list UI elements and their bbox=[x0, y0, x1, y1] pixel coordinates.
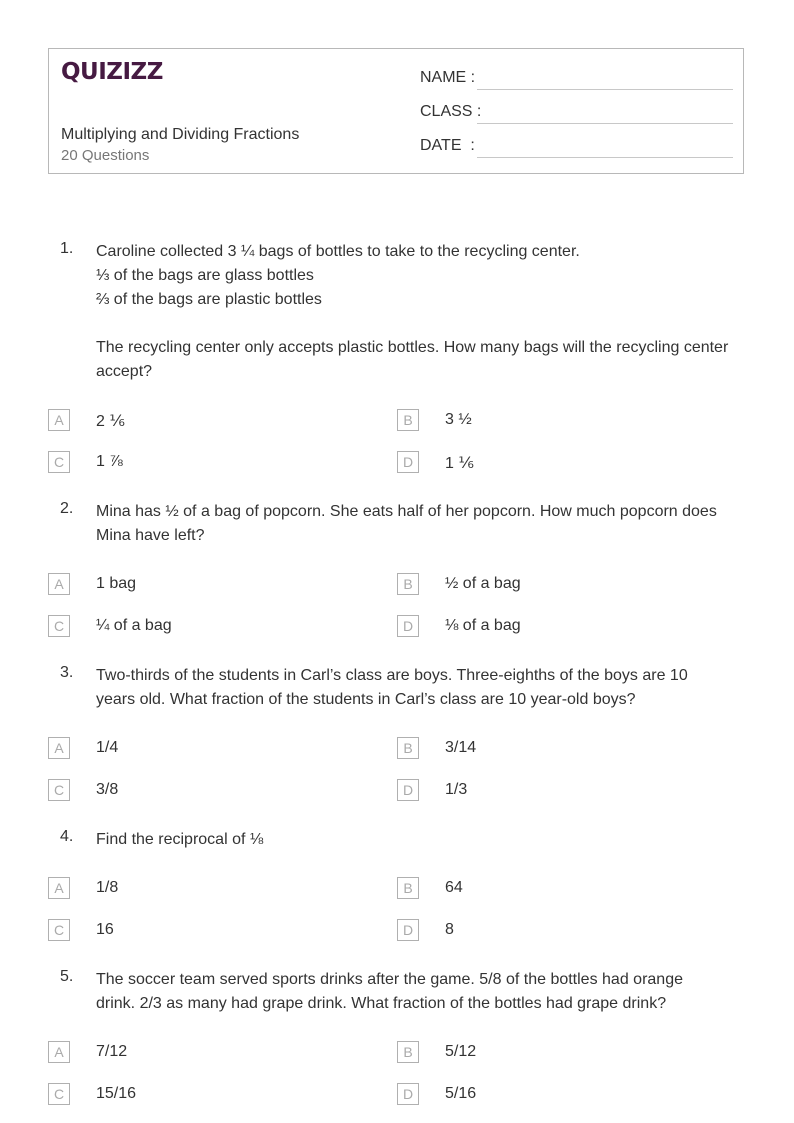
option-text: 1/8 bbox=[96, 879, 119, 896]
quizizz-logo: QUIZIZZ bbox=[61, 59, 163, 85]
option-letter: C bbox=[48, 451, 70, 473]
question-text bbox=[96, 664, 746, 712]
option-text: 3/8 bbox=[96, 781, 119, 798]
question-line: accept? bbox=[96, 363, 153, 380]
option-text: ¼ of a bag bbox=[96, 617, 172, 634]
option-letter: C bbox=[48, 615, 70, 637]
option-text: 3 ½ bbox=[445, 411, 472, 428]
question-number: 3. bbox=[60, 664, 74, 681]
question-text bbox=[96, 968, 746, 1016]
option-text: 7/12 bbox=[96, 1043, 128, 1060]
option-text: 1/4 bbox=[96, 739, 119, 756]
question-text bbox=[96, 828, 746, 852]
option-letter: B bbox=[397, 737, 419, 759]
question-count: 20 Questions bbox=[61, 147, 150, 164]
option-letter: A bbox=[48, 1041, 70, 1063]
question-line: Caroline collected 3 ¼ bags of bottles to take to the recycling center. bbox=[96, 243, 580, 260]
option-text: ⅛ of a bag bbox=[445, 617, 521, 634]
option-text: 3/14 bbox=[445, 739, 477, 756]
class-line[interactable] bbox=[477, 123, 733, 124]
option-text: 15/16 bbox=[96, 1085, 137, 1102]
option-letter: A bbox=[48, 877, 70, 899]
option-text: 5/12 bbox=[445, 1043, 477, 1060]
question-text bbox=[96, 240, 746, 384]
option-letter: B bbox=[397, 573, 419, 595]
question-line: Two-thirds of the students in Carl’s class are boys. Three-eighths of the boys are 10 bbox=[96, 667, 688, 684]
option-text: 1 bag bbox=[96, 575, 137, 592]
question-line: drink. 2/3 as many had grape drink. What fraction of the bottles had grape drink? bbox=[96, 995, 667, 1012]
option-letter: D bbox=[397, 779, 419, 801]
option-letter: D bbox=[397, 451, 419, 473]
worksheet-header bbox=[48, 48, 744, 174]
question-number: 5. bbox=[60, 968, 74, 985]
question-text bbox=[96, 500, 746, 548]
option-text: ½ of a bag bbox=[445, 575, 521, 592]
question-line: Find the reciprocal of ⅛ bbox=[96, 831, 264, 848]
option-text: 1/3 bbox=[445, 781, 468, 798]
question-line bbox=[96, 312, 746, 336]
option-letter: B bbox=[397, 877, 419, 899]
option-letter: B bbox=[397, 1041, 419, 1063]
option-letter: A bbox=[48, 737, 70, 759]
question-line: ⅔ of the bags are plastic bottles bbox=[96, 291, 322, 308]
question-line: years old. What fraction of the students in Carl’s class are 10 year-old boys? bbox=[96, 691, 636, 708]
option-text: 1 ⅞ bbox=[96, 453, 123, 470]
question-number: 2. bbox=[60, 500, 74, 517]
option-letter: C bbox=[48, 919, 70, 941]
name-line[interactable] bbox=[477, 89, 733, 90]
option-letter: A bbox=[48, 409, 70, 431]
option-text: 64 bbox=[445, 879, 463, 896]
option-letter: B bbox=[397, 409, 419, 431]
option-text: 1 ⅙ bbox=[445, 455, 474, 472]
option-text: 5/16 bbox=[445, 1085, 477, 1102]
option-letter: A bbox=[48, 573, 70, 595]
question-number: 1. bbox=[60, 240, 74, 257]
question-line: The recycling center only accepts plastic bottles. How many bags will the recycling center bbox=[96, 339, 729, 356]
question-line: The soccer team served sports drinks after the game. 5/8 of the bottles had orange bbox=[96, 971, 683, 988]
name-label: NAME : bbox=[420, 69, 476, 86]
date-label: DATE : bbox=[420, 137, 475, 154]
option-text: 8 bbox=[445, 921, 454, 938]
option-letter: C bbox=[48, 1083, 70, 1105]
option-letter: D bbox=[397, 919, 419, 941]
option-letter: D bbox=[397, 1083, 419, 1105]
question-number: 4. bbox=[60, 828, 74, 845]
option-text: 16 bbox=[96, 921, 114, 938]
option-letter: D bbox=[397, 615, 419, 637]
date-line[interactable] bbox=[477, 157, 733, 158]
question-line: Mina have left? bbox=[96, 527, 205, 544]
question-line: ⅓ of the bags are glass bottles bbox=[96, 267, 314, 284]
class-label: CLASS : bbox=[420, 103, 482, 120]
worksheet-title: Multiplying and Dividing Fractions bbox=[61, 126, 300, 143]
option-letter: C bbox=[48, 779, 70, 801]
option-text: 2 ⅙ bbox=[96, 413, 125, 430]
question-line: Mina has ½ of a bag of popcorn. She eats half of her popcorn. How much popcorn does bbox=[96, 503, 717, 520]
